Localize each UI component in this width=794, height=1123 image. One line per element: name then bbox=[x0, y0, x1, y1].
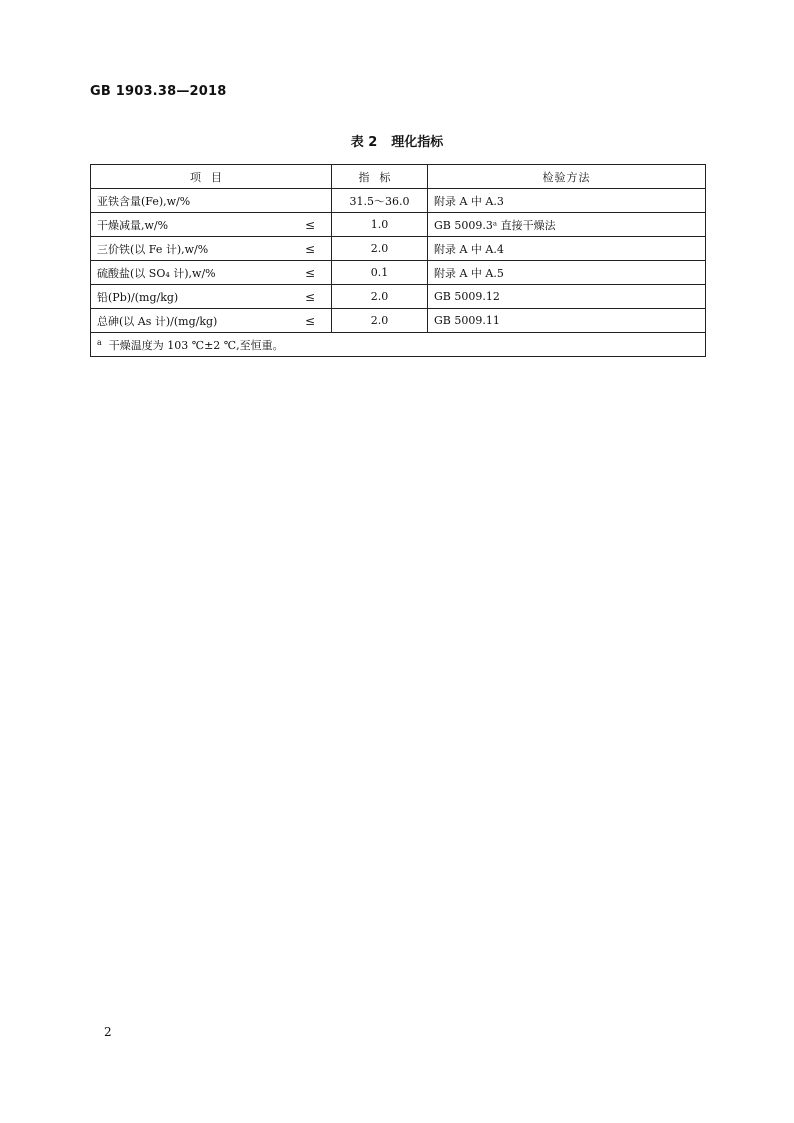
row-value: 31.5～36.0 bbox=[332, 189, 428, 213]
row-item: 亚铁含量(Fe),w/% bbox=[97, 194, 191, 208]
table-row bbox=[91, 285, 706, 309]
row-value: 0.1 bbox=[332, 261, 428, 285]
table-row bbox=[91, 237, 706, 261]
table-row bbox=[91, 261, 706, 285]
table-header-row bbox=[91, 165, 706, 189]
standard-code: GB 1903.38—2018 bbox=[90, 84, 227, 99]
table-row bbox=[91, 309, 706, 333]
row-comparator: ≤ bbox=[304, 217, 315, 232]
page-number: 2 bbox=[104, 1025, 112, 1039]
table-caption bbox=[0, 131, 794, 150]
table-row bbox=[91, 213, 706, 237]
footnote-mark: a bbox=[97, 337, 102, 347]
column-header-item: 项目 bbox=[91, 165, 332, 189]
footnote-text: 干燥温度为 103 ℃±2 ℃,至恒重。 bbox=[108, 338, 284, 352]
row-method: GB 5009.3ᵃ 直接干燥法 bbox=[428, 213, 706, 237]
row-method: GB 5009.12 bbox=[428, 285, 706, 309]
row-value: 2.0 bbox=[332, 285, 428, 309]
row-value: 2.0 bbox=[332, 309, 428, 333]
row-item: 硫酸盐(以 SO₄ 计),w/% bbox=[97, 266, 216, 280]
table-caption-number: 表 2 bbox=[350, 135, 378, 150]
table-caption-title: 理化指标 bbox=[391, 135, 444, 150]
table-row bbox=[91, 189, 706, 213]
row-value: 1.0 bbox=[332, 213, 428, 237]
row-item: 总砷(以 As 计)/(mg/kg) bbox=[97, 314, 218, 328]
spec-table bbox=[90, 164, 706, 357]
row-method: 附录 A 中 A.5 bbox=[428, 261, 706, 285]
row-comparator: ≤ bbox=[304, 265, 315, 280]
row-item: 三价铁(以 Fe 计),w/% bbox=[97, 242, 209, 256]
row-method: 附录 A 中 A.3 bbox=[428, 189, 706, 213]
row-comparator: ≤ bbox=[304, 289, 315, 304]
row-item: 铅(Pb)/(mg/kg) bbox=[97, 290, 179, 304]
table-footnote-row bbox=[91, 333, 706, 357]
row-method: GB 5009.11 bbox=[428, 309, 706, 333]
row-item: 干燥减量,w/% bbox=[97, 218, 169, 232]
row-value: 2.0 bbox=[332, 237, 428, 261]
table-footnote bbox=[91, 333, 706, 357]
row-comparator: ≤ bbox=[304, 313, 315, 328]
column-header-method: 检验方法 bbox=[428, 165, 706, 189]
row-comparator: ≤ bbox=[304, 241, 315, 256]
column-header-index: 指标 bbox=[332, 165, 428, 189]
row-method: 附录 A 中 A.4 bbox=[428, 237, 706, 261]
